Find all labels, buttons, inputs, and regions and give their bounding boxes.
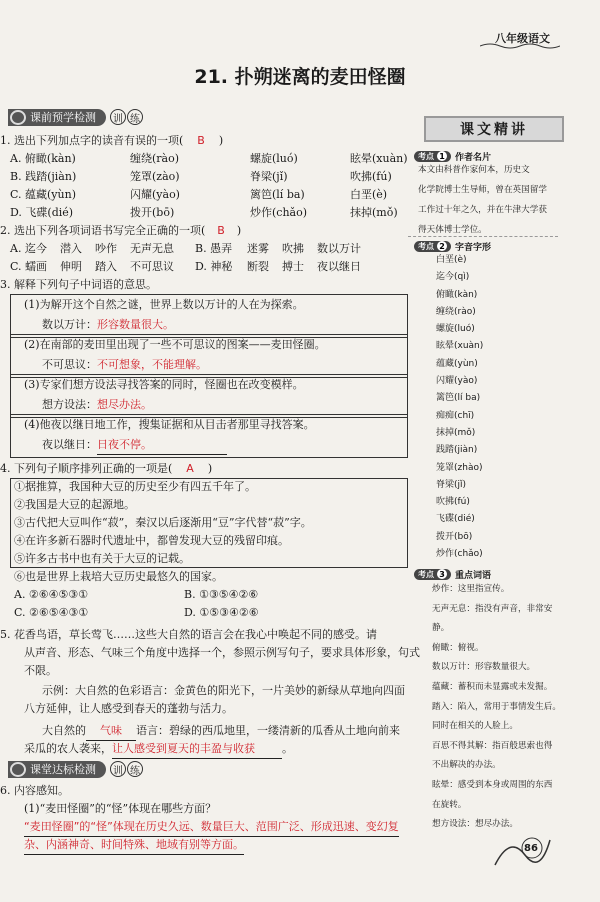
sidebar-author-text: 本文由科普作家何本，历史文 化学院博士生导师，曾在英国留学 工作过十年之久，并在牛津大学获 得天体博士学位。 xyxy=(418,165,547,235)
q3-item-3-text: (3)专家们想方设法寻找答案的同时，怪圈也在改变模样。 xyxy=(24,378,304,391)
page-title: 21. 扑朔迷离的麦田怪圈 xyxy=(194,66,406,88)
q3-item-4-answer: 夜以继日：日夜不停。 xyxy=(42,436,438,455)
sidebar-tag-words: 考点 3 重点词语 xyxy=(414,568,491,581)
sidebar-tag-author: 考点 1 作者名片 xyxy=(414,150,491,163)
q4-sentence: ⑤许多古书中也有关于大豆的记载。 xyxy=(14,552,190,565)
workbook-page: 八年级语文 21. 扑朔迷离的麦田怪圈 课前预学检测 训 练 1. 选出下列加点字的读音有误的一项( B ) A. 俯瞰(kàn) 缠绕(rào) 螺旋(luó) 眩晕(xuàn) B. 践踏(jiàn) 笼罩(zào) 脊梁(jǐ) 吹拂(fú) C. 蕴藏(yùn) 闪耀(yào) 篱笆(lí ba) 白垩(è) D. 飞碟(dié) 拨开(bō) 炒作(chǎo) 抹掉(mǒ) 2. 选出下列各项词语书写完全正确的一项( B ) A. 迄今 潜入 吵作 无声无息 B. 愚弄 迷雾 吹拂 数以万计 C. 蠕画 伸明 踏入 不可思议 D. 神秘 断裂 搏士 夜以继日 3. 解释下列句子中词语的意思。 (1)为解开这个自然之谜，世界上数以万计的人在为探索。 数以万计：形容数量很大。 (2)在南部的麦田里出现了一些不可思议的图案——麦田怪圈。 不可思议：不可想象，不能理解。 (3)专家们想方设法寻找答案的同时，怪圈也在改变模样。 想方设法：想尽办法。 (4)他夜以继日地工作，搜集证据和从目击者那里寻找答案。 夜以继日：日夜不停。 4. 下列句子顺序排列正确的一项是( A ) ①据推算，我国种大豆的历史至少有四五千年了。 ②我国是大豆的起源地。 ③古代把大豆叫作“菽”，秦汉以后逐渐用“豆”字代替“菽”字。 ④在许多新石器时代遗址中，都曾发现大豆的残留印痕。 ⑤许多古书中也有关于大豆的记载。 ⑥也是世界上栽培大豆历史最悠久的国家。 A. ②⑥④⑤③① B. ①③⑤④②⑥ C. ②⑥⑤④③① D. ①⑤③④②⑥ 5. 花香鸟语，草长莺飞……这些大自然的语言会在我心中唤起不同的感受。请 从声音、形态、气味三个角度中选择一个，参照示例写句子，要求具体形象，句式 不限。 示例：大自然的色彩语言：金黄色的阳光下，一片美妙的新绿从草地向四面 八方延伸，让人感受到春天的蓬勃与活力。 大自然的 气味 语言：碧绿的西瓜地里，一缕清新的瓜香从土地向前来 采瓜的农人袭来，让人感受到夏天的丰盈与收获 。 课堂达标检测 训 练 6. 内容感知。 (1)“麦田怪圈”的“怪”体现在哪些方面？ “麦田怪圈”的“怪”体现在历史久远、数量巨大、范围广泛、形成迅速、变幻复 杂、内涵神奇、时间特殊、地域有别等方面。 课文精讲 考点 1 作者名片 本文由科普作家何本，历史文 化学院博士生导师，曾在英国留学 工作过十年之久，并在牛津大学获 得天体博士学位。 考点 2 字音字形 白垩(è) 迄今(qì) 俯瞰(kàn) 缠绕(rào) 螺旋(luó) 眩晕(xuàn) 蕴藏(yùn) 闪耀(yào) 篱笆(lí ba) 痴痴(chī) 抹掉(mǒ) 践踏(jiàn) 笼罩(zhào) 脊梁(jǐ) 吹拂(fú) 飞碟(dié) 拨开(bō) 炒作(chǎo) 考点 3 重点词语 炒作：这里指宣传。 无声无息：指没有声音，非常安 静。 俯瞰：俯视。 数以万计：形容数量很大。 蕴藏：蓄积而未显露或未发掘。 踏入：陷入，常用于事情发生后。 同时在相关的人脸上。 百思不得其解：指百般思索也得 不出解决的办法。 眩晕：感受到本身或周围的东西 在旋转。 想方设法：想尽办法。 86 xyxy=(0,0,600,902)
question-1-stem: 1. 选出下列加点字的读音有误的一项( B ) xyxy=(0,134,224,147)
q4-options-row-2: C. ②⑥⑤④③① D. ①⑤③④②⑥ xyxy=(14,606,259,619)
swirl-icon xyxy=(10,110,26,125)
section-label: 课前预学检测 xyxy=(30,111,96,124)
question-4-stem: 4. 下列句子顺序排列正确的一项是( A ) xyxy=(0,462,213,475)
q4-options-row-1: A. ②⑥④⑤③① B. ①③⑤④②⑥ xyxy=(14,588,259,601)
q4-sentence: ⑥也是世界上栽培大豆历史最悠久的国家。 xyxy=(14,570,223,583)
q5-fill-line-1: 大自然的 气味 语言：碧绿的西瓜地里，一缕清新的瓜香从土地向前来 xyxy=(42,722,438,741)
practice-badge: 训 练 xyxy=(110,761,143,777)
q5-line: 不限。 xyxy=(24,664,57,677)
q4-sentence: ④在许多新石器时代遗址中，都曾发现大豆的残留印痕。 xyxy=(14,534,289,547)
q6-sub-question: (1)“麦田怪圈”的“怪”体现在哪些方面？ xyxy=(24,802,217,815)
q3-item-4-text: (4)他夜以继日地工作，搜集证据和从目击者那里寻找答案。 xyxy=(24,418,315,431)
sidebar-heading: 课文精讲 xyxy=(424,116,564,142)
q6-answer-line: “麦田怪圈”的“怪”体现在历史久远、数量巨大、范围广泛、形成迅速、变幻复 xyxy=(24,818,420,837)
sidebar-char-list: 白垩(è) 迄今(qì) 俯瞰(kàn) 缠绕(rào) 螺旋(luó) 眩晕(xuàn) 蕴藏(yùn) 闪耀(yào) 篱笆(lí ba) 痴痴(chī) 抹掉(mǒ) 践踏(jiàn) 笼罩(zhào) 脊梁(jǐ) 吹拂(fú) 飞碟(dié) 拨开(bō) 炒作(chǎo) xyxy=(436,255,484,560)
q3-item-2-answer: 不可思议：不可想象，不能理解。 xyxy=(42,356,438,375)
q4-sentence: ③古代把大豆叫作“菽”，秦汉以后逐渐用“豆”字代替“菽”字。 xyxy=(14,516,312,529)
question-6-stem: 6. 内容感知。 xyxy=(0,784,69,797)
q4-sentence: ①据推算，我国种大豆的历史至少有四五千年了。 xyxy=(14,480,256,493)
q5-fill-line-2: 采瓜的农人袭来，让人感受到夏天的丰盈与收获 。 xyxy=(24,740,420,759)
section-banner-preview xyxy=(8,108,143,126)
section-label: 课堂达标检测 xyxy=(30,763,96,776)
grade-subject-label: 八年级语文 xyxy=(495,32,550,45)
sidebar-word-list: 炒作：这里指宣传。 无声无息：指没有声音，非常安 静。 俯瞰：俯视。 数以万计：形容数量很大。 蕴藏：蓄积而未显露或未发掘。 踏入：陷入，常用于事情发生后。 同时在相关的人脸上。 百思不得其解：指百般思索也得 不出解决的办法。 眩晕：感受到本身或周围的东西 在旋转。 想方设法：想尽办法。 xyxy=(432,584,561,830)
q5-line: 从声音、形态、气味三个角度中选择一个，参照示例写句子，要求具体形象，句式 xyxy=(24,646,420,659)
divider xyxy=(408,236,558,237)
q3-item-2-text: (2)在南部的麦田里出现了一些不可思议的图案——麦田怪圈。 xyxy=(24,338,326,351)
q4-sentence: ②我国是大豆的起源地。 xyxy=(14,498,135,511)
q3-item-1-text: (1)为解开这个自然之谜，世界上数以万计的人在为探索。 xyxy=(24,298,304,311)
swirl-icon xyxy=(10,762,26,777)
q6-answer-line: 杂、内涵神奇、时间特殊、地域有别等方面。 xyxy=(24,836,420,855)
q5-line: 5. 花香鸟语，草长莺飞……这些大自然的语言会在我心中唤起不同的感受。请 xyxy=(0,628,377,641)
section-banner-classwork xyxy=(8,760,143,778)
question-2-stem: 2. 选出下列各项词语书写完全正确的一项( B ) xyxy=(0,224,242,237)
wave-ornament-icon xyxy=(480,42,560,50)
question-3-stem: 3. 解释下列句子中词语的意思。 xyxy=(0,278,157,291)
q5-example: 示例：大自然的色彩语言：金黄色的阳光下，一片美妙的新绿从草地向四面 xyxy=(42,684,405,697)
q3-item-1-answer: 数以万计：形容数量很大。 xyxy=(42,316,438,335)
q3-item-3-answer: 想方设法：想尽办法。 xyxy=(42,396,438,415)
q5-example: 八方延伸，让人感受到春天的蓬勃与活力。 xyxy=(24,702,233,715)
practice-badge: 训 练 xyxy=(110,109,143,125)
sidebar-tag-chars: 考点 2 字音字形 xyxy=(414,240,491,253)
page-number: 86 xyxy=(524,843,538,854)
